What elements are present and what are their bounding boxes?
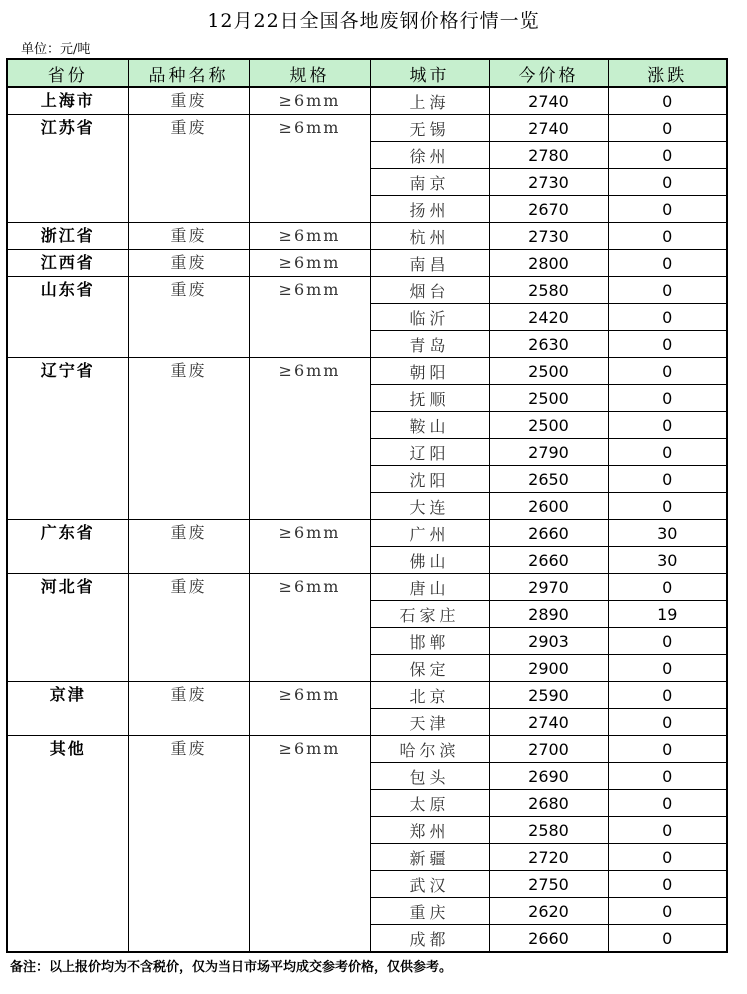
city-cell: 鞍山 xyxy=(370,412,489,439)
province-cell: 其他 xyxy=(7,736,128,953)
table-row xyxy=(7,574,727,601)
spec-cell: ≥6mm xyxy=(249,574,370,682)
change-cell: 0 xyxy=(608,493,727,520)
change-cell: 0 xyxy=(608,304,727,331)
unit-label: 单位：元/吨 xyxy=(21,42,91,57)
province-cell: 辽宁省 xyxy=(7,358,128,520)
province-cell: 广东省 xyxy=(7,520,128,574)
footnote: 备注：以上报价均为不含税价，仅为当日市场平均成交参考价格，仅供参考。 xyxy=(10,960,453,975)
col-header-price: 今价格 xyxy=(489,59,608,87)
city-cell: 徐州 xyxy=(370,142,489,169)
price-cell: 2790 xyxy=(489,439,608,466)
change-cell: 0 xyxy=(608,763,727,790)
province-cell: 上海市 xyxy=(7,87,128,115)
province-cell: 京津 xyxy=(7,682,128,736)
price-cell: 2903 xyxy=(489,628,608,655)
province-cell: 江苏省 xyxy=(7,115,128,223)
change-cell: 0 xyxy=(608,196,727,223)
city-cell: 上海 xyxy=(370,87,489,115)
city-cell: 邯郸 xyxy=(370,628,489,655)
city-cell: 无锡 xyxy=(370,115,489,142)
change-cell: 0 xyxy=(608,925,727,953)
variety-cell: 重废 xyxy=(128,682,249,736)
col-header-spec: 规格 xyxy=(249,59,370,87)
city-cell: 青岛 xyxy=(370,331,489,358)
price-cell: 2600 xyxy=(489,493,608,520)
table-row xyxy=(7,87,727,115)
city-cell: 烟台 xyxy=(370,277,489,304)
price-cell: 2620 xyxy=(489,898,608,925)
table-row xyxy=(7,277,727,304)
variety-cell: 重废 xyxy=(128,250,249,277)
price-cell: 2630 xyxy=(489,331,608,358)
city-cell: 临沂 xyxy=(370,304,489,331)
price-cell: 2730 xyxy=(489,223,608,250)
table-body xyxy=(7,87,727,952)
col-header-province: 省份 xyxy=(7,59,128,87)
page-title: 12月22日全国各地废钢价格行情一览 xyxy=(207,10,540,32)
col-header-variety: 品种名称 xyxy=(128,59,249,87)
col-header-change: 涨跌 xyxy=(608,59,727,87)
change-cell: 0 xyxy=(608,439,727,466)
price-cell: 2660 xyxy=(489,520,608,547)
city-cell: 辽阳 xyxy=(370,439,489,466)
price-cell: 2740 xyxy=(489,115,608,142)
city-cell: 杭州 xyxy=(370,223,489,250)
spec-cell: ≥6mm xyxy=(249,736,370,953)
city-cell: 郑州 xyxy=(370,817,489,844)
price-cell: 2680 xyxy=(489,790,608,817)
price-cell: 2730 xyxy=(489,169,608,196)
price-cell: 2690 xyxy=(489,763,608,790)
change-cell: 0 xyxy=(608,277,727,304)
city-cell: 佛山 xyxy=(370,547,489,574)
change-cell: 0 xyxy=(608,682,727,709)
province-cell: 江西省 xyxy=(7,250,128,277)
spec-cell: ≥6mm xyxy=(249,223,370,250)
price-cell: 2900 xyxy=(489,655,608,682)
change-cell: 0 xyxy=(608,466,727,493)
spec-cell: ≥6mm xyxy=(249,87,370,115)
change-cell: 0 xyxy=(608,655,727,682)
price-cell: 2660 xyxy=(489,547,608,574)
variety-cell: 重废 xyxy=(128,736,249,953)
city-cell: 广州 xyxy=(370,520,489,547)
price-cell: 2500 xyxy=(489,385,608,412)
change-cell: 0 xyxy=(608,871,727,898)
change-cell: 0 xyxy=(608,223,727,250)
city-cell: 哈尔滨 xyxy=(370,736,489,763)
price-cell: 2660 xyxy=(489,925,608,953)
change-cell: 19 xyxy=(608,601,727,628)
change-cell: 30 xyxy=(608,547,727,574)
price-cell: 2500 xyxy=(489,358,608,385)
price-cell: 2700 xyxy=(489,736,608,763)
city-cell: 包头 xyxy=(370,763,489,790)
price-cell: 2500 xyxy=(489,412,608,439)
price-cell: 2650 xyxy=(489,466,608,493)
price-cell: 2420 xyxy=(489,304,608,331)
city-cell: 南京 xyxy=(370,169,489,196)
price-cell: 2580 xyxy=(489,817,608,844)
change-cell: 0 xyxy=(608,844,727,871)
change-cell: 0 xyxy=(608,574,727,601)
price-cell: 2590 xyxy=(489,682,608,709)
price-cell: 2740 xyxy=(489,709,608,736)
change-cell: 30 xyxy=(608,520,727,547)
city-cell: 天津 xyxy=(370,709,489,736)
province-cell: 浙江省 xyxy=(7,223,128,250)
change-cell: 0 xyxy=(608,358,727,385)
city-cell: 沈阳 xyxy=(370,466,489,493)
change-cell: 0 xyxy=(608,142,727,169)
spec-cell: ≥6mm xyxy=(249,115,370,223)
province-cell: 山东省 xyxy=(7,277,128,358)
change-cell: 0 xyxy=(608,628,727,655)
table-row xyxy=(7,682,727,709)
change-cell: 0 xyxy=(608,709,727,736)
city-cell: 武汉 xyxy=(370,871,489,898)
table-row xyxy=(7,358,727,385)
change-cell: 0 xyxy=(608,169,727,196)
price-cell: 2800 xyxy=(489,250,608,277)
change-cell: 0 xyxy=(608,87,727,115)
price-cell: 2890 xyxy=(489,601,608,628)
variety-cell: 重废 xyxy=(128,87,249,115)
variety-cell: 重废 xyxy=(128,277,249,358)
change-cell: 0 xyxy=(608,412,727,439)
spec-cell: ≥6mm xyxy=(249,682,370,736)
city-cell: 唐山 xyxy=(370,574,489,601)
city-cell: 保定 xyxy=(370,655,489,682)
change-cell: 0 xyxy=(608,817,727,844)
spec-cell: ≥6mm xyxy=(249,250,370,277)
city-cell: 大连 xyxy=(370,493,489,520)
price-cell: 2670 xyxy=(489,196,608,223)
spec-cell: ≥6mm xyxy=(249,358,370,520)
variety-cell: 重废 xyxy=(128,520,249,574)
spec-cell: ≥6mm xyxy=(249,277,370,358)
variety-cell: 重废 xyxy=(128,574,249,682)
price-cell: 2970 xyxy=(489,574,608,601)
change-cell: 0 xyxy=(608,898,727,925)
change-cell: 0 xyxy=(608,790,727,817)
variety-cell: 重废 xyxy=(128,115,249,223)
change-cell: 0 xyxy=(608,250,727,277)
col-header-city: 城市 xyxy=(370,59,489,87)
table-row xyxy=(7,115,727,142)
province-cell: 河北省 xyxy=(7,574,128,682)
change-cell: 0 xyxy=(608,736,727,763)
change-cell: 0 xyxy=(608,385,727,412)
price-cell: 2750 xyxy=(489,871,608,898)
table-row xyxy=(7,250,727,277)
change-cell: 0 xyxy=(608,331,727,358)
price-cell: 2780 xyxy=(489,142,608,169)
city-cell: 成都 xyxy=(370,925,489,953)
price-cell: 2740 xyxy=(489,87,608,115)
price-cell: 2580 xyxy=(489,277,608,304)
table-header xyxy=(7,59,727,87)
city-cell: 抚顺 xyxy=(370,385,489,412)
city-cell: 朝阳 xyxy=(370,358,489,385)
city-cell: 重庆 xyxy=(370,898,489,925)
city-cell: 北京 xyxy=(370,682,489,709)
price-cell: 2720 xyxy=(489,844,608,871)
spec-cell: ≥6mm xyxy=(249,520,370,574)
city-cell: 石家庄 xyxy=(370,601,489,628)
city-cell: 南昌 xyxy=(370,250,489,277)
city-cell: 新疆 xyxy=(370,844,489,871)
variety-cell: 重废 xyxy=(128,358,249,520)
table-row xyxy=(7,223,727,250)
table-row xyxy=(7,520,727,547)
price-table xyxy=(6,58,728,953)
city-cell: 扬州 xyxy=(370,196,489,223)
change-cell: 0 xyxy=(608,115,727,142)
table-row xyxy=(7,736,727,763)
city-cell: 太原 xyxy=(370,790,489,817)
variety-cell: 重废 xyxy=(128,223,249,250)
